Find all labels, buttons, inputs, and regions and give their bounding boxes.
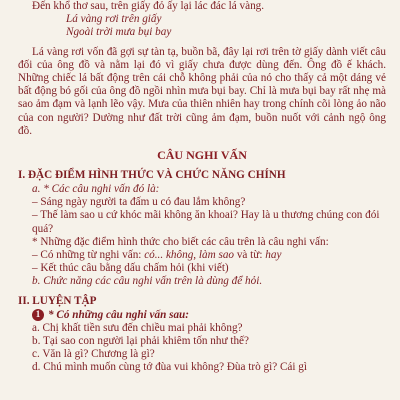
exercise-item-d: d. Chú mình muốn cùng tớ đùa vui không? Đùa trò gì? Cái gì <box>32 361 308 374</box>
section-i-a-label: a. * Các câu nghi vấn đó là: <box>32 183 160 196</box>
note-item-1-italic: có... không, làm sao <box>144 249 235 262</box>
section-i-heading: I. ĐẶC ĐIỂM HÌNH THỨC VÀ CHỨC NĂNG CHÍNH <box>18 169 286 182</box>
exercise-item-a: a. Chị khất tiền sưu đến chiều mai phải không? <box>32 321 243 334</box>
section-i-a-item-1: – Sáng ngày người ta đấm u có đau lắm không? <box>32 196 246 209</box>
section-i-note: * Những đặc điểm hình thức cho biết các câu trên là câu nghi vấn: <box>32 235 329 248</box>
section-i-a-item-2: – Thế làm sao u cứ khóc mãi không ăn khoai? Hay là u thương chúng con đói quá? <box>32 209 380 235</box>
exercise-number-badge: 1 <box>32 309 44 321</box>
note-item-1-hay: hay <box>265 249 282 262</box>
poem-line-2: Ngoài trời mưa bụi bay <box>66 26 172 39</box>
exercise-1-text: * Có những câu nghi vấn sau: <box>48 308 189 321</box>
section-i-b-label: b. Chức năng các câu nghi vấn trên là dùng để hỏi. <box>32 275 263 288</box>
section-i-note-item-1 <box>18 249 386 262</box>
exercise-1-label <box>18 309 386 322</box>
poem-line-1: Lá vàng rơi trên giấy <box>66 13 162 26</box>
note-item-1-end: và từ: <box>234 249 266 262</box>
paragraph-1: Lá vàng rơi vốn đã gợi sự tàn tạ, buồn bã, đây lại rơi trên tờ giấy dành viết câu đối của ông đồ và nằm lại đó vì giấy chưa được dùng đến. Ông đồ ế khách. Những chiếc lá bất động trên cái chỗ không phải của nó cho thấy cả một dáng vẻ bất động bó gối của ông đồ ngồi nhìn mưa bụi bay. Chỉ là mưa bụi bay rất nhẹ mà sao ảm đạm và lạnh lẽo vậy. Mưa của thiên nhiên hay trong chính cõi lòng ảo não của con người? Dường như đất trời cũng ảm đạm, buồn nuốt với cảnh ngộ ông đồ. <box>18 45 386 137</box>
section-i-note-item-2: – Kết thúc câu bằng dấu chấm hỏi (khi viết) <box>32 262 229 275</box>
note-item-1-text: – Có những từ nghi vấn: <box>32 249 145 262</box>
section-title: CÂU NGHI VẤN <box>157 148 247 163</box>
exercise-item-b: b. Tại sao con người lại phải khiêm tốn như thế? <box>32 335 249 348</box>
exercise-item-c: c. Văn là gì? Chương là gì? <box>32 348 155 361</box>
intro-line: Đến khổ thơ sau, trên giấy đỏ ấy lại lác đác lá vàng. <box>32 0 265 12</box>
section-ii-heading: II. LUYỆN TẬP <box>18 294 97 307</box>
